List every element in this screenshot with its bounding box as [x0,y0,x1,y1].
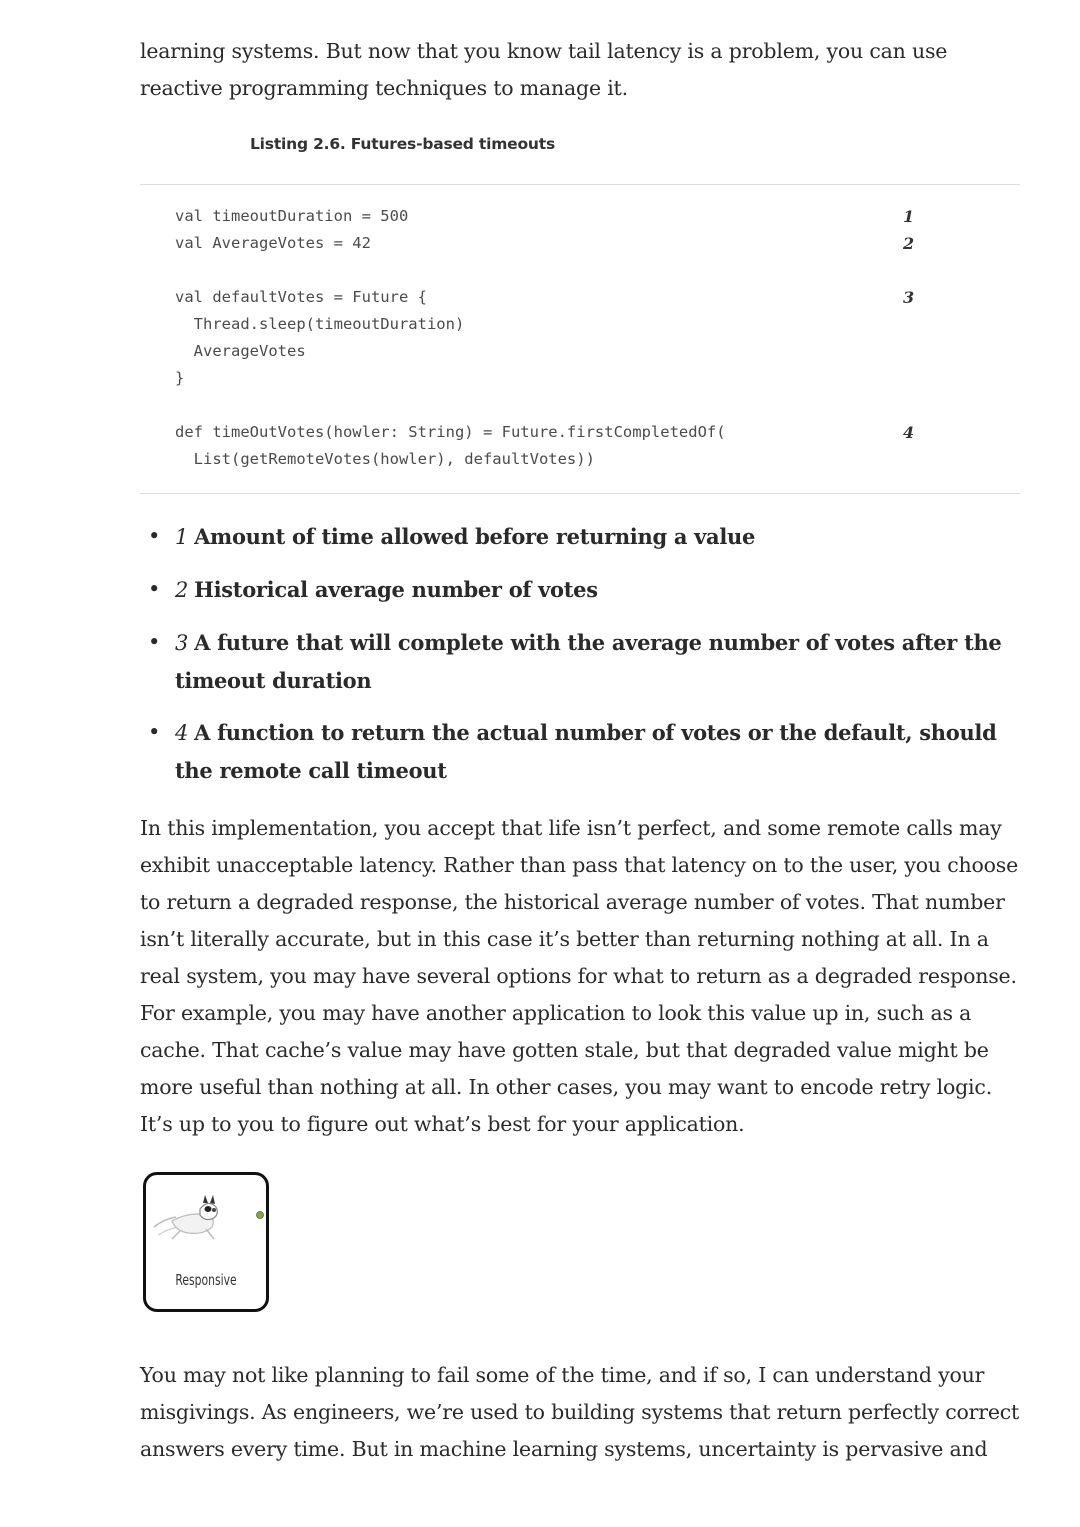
code-line: List(getRemoteVotes(howler), defaultVotes)) [175,450,595,468]
bullet-icon: • [148,630,161,654]
code-line: val timeoutDuration = 500 [175,207,409,225]
running-dog-icon [150,1189,268,1259]
annotation-text: Historical average number of votes [194,577,598,602]
body-paragraph: You may not like planning to fail some of the time, and if so, I can understand your misgivings. As engineers, we’re used to building systems that return perfectly correct answers every time. But in machine learning systems, uncertainty is pervasive and [140,1363,1020,1461]
code-line: Thread.sleep(timeoutDuration) [175,315,465,333]
intro-paragraph: learning systems. But now that you know tail latency is a problem, you can use reactive programming techniques to manage it. [140,39,948,100]
code-line: } [175,369,185,387]
code-annotation-marker: 4 [903,423,915,442]
listing-title: Listing 2.6. Futures-based timeouts [250,135,556,153]
annotation-item [140,714,1020,789]
code-annotation-list [140,518,1020,804]
code-line: val defaultVotes = Future { [175,288,427,306]
code-listing [140,184,1020,494]
annotation-number: 3 [175,631,189,655]
annotation-number: 2 [175,578,189,602]
badge-label: Responsive [175,1271,237,1289]
body-paragraph: In this implementation, you accept that life isn’t perfect, and some remote calls may exhibit unacceptable latency. Rather than pass that latency on to the user, you choose to return a degraded response, the historical average number of votes. That number isn’t literally accurate, but in this case it’s better than returning nothing at all. In a real system, you may have several options for what to return as a degraded response. For example, you may have another application to look this value up in, such as a cache. That cache’s value may have gotten stale, but that degraded value might be more useful than nothing at all. In other cases, you may want to encode retry logic. It’s up to you to figure out what’s best for your application. [140,816,1019,1136]
annotation-item [140,518,1020,556]
code-line: val AverageVotes = 42 [175,234,371,252]
annotation-item [140,624,1020,699]
annotation-text: A future that will complete with the average number of votes after the timeout duration [175,630,1002,693]
code-line: def timeOutVotes(howler: String) = Future.firstCompletedOf( [175,423,726,441]
annotation-item [140,571,1020,609]
code-annotation-marker: 3 [903,288,915,307]
annotation-number: 1 [175,525,189,549]
bullet-icon: • [148,577,161,601]
bullet-icon: • [148,720,161,744]
responsive-badge [143,1172,269,1312]
annotation-text: Amount of time allowed before returning a value [194,524,756,549]
bullet-icon: • [148,524,161,548]
code-line: AverageVotes [175,342,306,360]
code-annotation-marker: 1 [903,207,915,226]
annotation-text: A function to return the actual number of votes or the default, should the remote call timeout [175,720,997,783]
annotation-number: 4 [175,721,189,745]
code-annotation-marker: 2 [903,234,915,253]
